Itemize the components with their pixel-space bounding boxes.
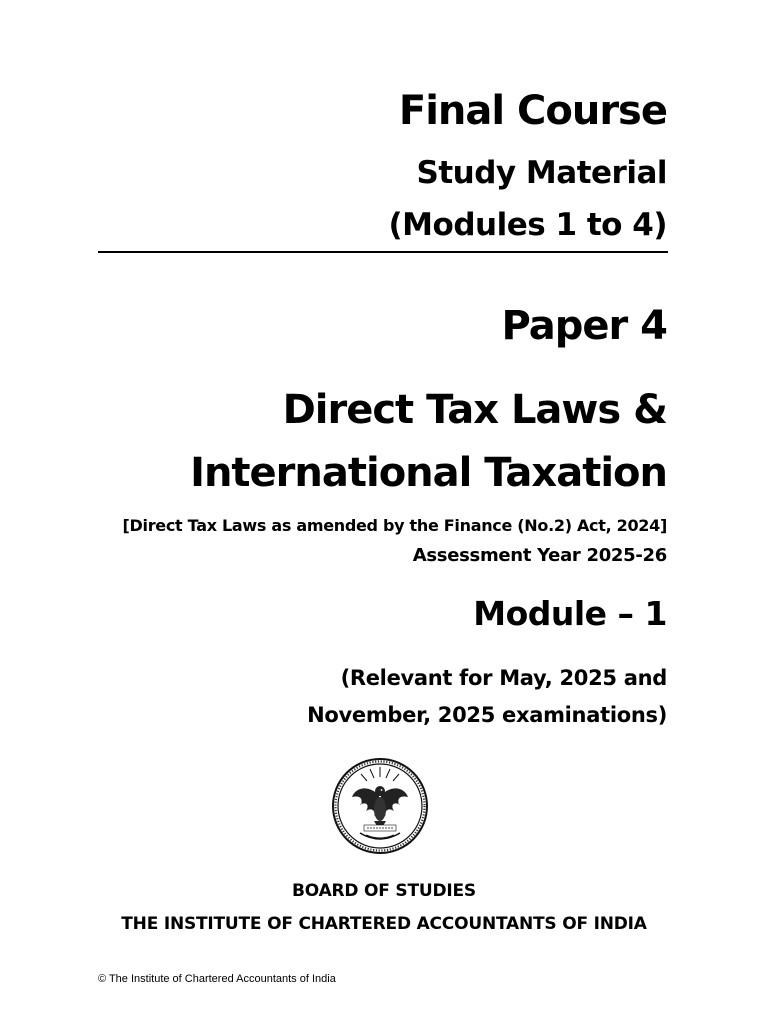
assessment-year: Assessment Year 2025-26 xyxy=(412,545,667,566)
module-title: Module – 1 xyxy=(473,594,667,633)
study-material-label: Study Material xyxy=(416,155,667,191)
paper-number: Paper 4 xyxy=(501,303,667,349)
subject-title-line2: International Taxation xyxy=(190,450,667,496)
modules-range-label: (Modules 1 to 4) xyxy=(388,207,667,243)
amendment-note: [Direct Tax Laws as amended by the Finance (No.2) Act, 2024] xyxy=(122,516,667,535)
relevance-note-line2: November, 2025 examinations) xyxy=(307,703,667,727)
copyright-notice: © The Institute of Chartered Accountants of India xyxy=(98,973,336,985)
relevance-note-line1: (Relevant for May, 2025 and xyxy=(340,666,667,690)
board-of-studies-label: BOARD OF STUDIES xyxy=(292,881,476,901)
course-title: Final Course xyxy=(398,88,667,134)
subject-title-line1: Direct Tax Laws & xyxy=(282,387,667,433)
icai-seal-icon xyxy=(330,755,430,857)
title-divider xyxy=(98,251,668,253)
institute-name: THE INSTITUTE OF CHARTERED ACCOUNTANTS OF INDIA xyxy=(121,914,647,934)
